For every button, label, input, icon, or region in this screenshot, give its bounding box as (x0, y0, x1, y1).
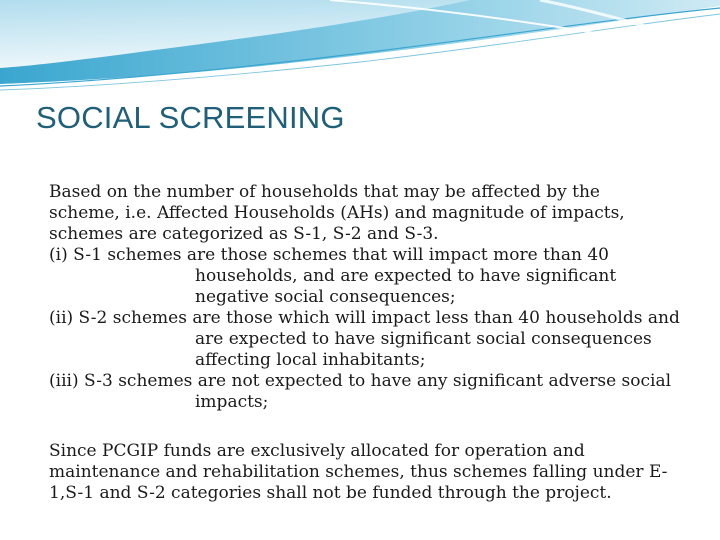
intro-line: schemes are categorized as S-1, S-2 and S-3. (49, 224, 439, 244)
category-item-line: are expected to have significant social consequences (195, 329, 652, 349)
paragraph-spacer (49, 413, 699, 441)
category-item-line: (iii) S-3 schemes are not expected to have any significant adverse social (49, 371, 672, 391)
closing-line: Since PCGIP funds are exclusively allocated for operation and (49, 441, 585, 461)
closing-paragraph (49, 441, 699, 504)
category-item-line: negative social consequences; (195, 287, 456, 307)
intro-paragraph (49, 182, 699, 245)
category-item-s3 (49, 371, 699, 413)
category-item-line: impacts; (195, 392, 269, 412)
closing-line: maintenance and rehabilitation schemes, thus schemes falling under E- (49, 462, 668, 482)
category-item-line: affecting local inhabitants; (195, 350, 426, 370)
category-item-line: (i) S-1 schemes are those schemes that will impact more than 40 (49, 245, 609, 265)
category-item-line: (ii) S-2 schemes are those which will impact less than 40 households and (49, 308, 680, 328)
slide-title: SOCIAL SCREENING (36, 100, 345, 135)
intro-line: scheme, i.e. Affected Households (AHs) and magnitude of impacts, (49, 203, 625, 223)
category-item-line: households, and are expected to have significant (195, 266, 617, 286)
slide-body (49, 182, 699, 504)
header-wave-decoration (0, 0, 720, 100)
intro-line: Based on the number of households that may be affected by the (49, 182, 600, 202)
closing-line: 1,S-1 and S-2 categories shall not be funded through the project. (49, 483, 612, 503)
category-item-s1 (49, 245, 699, 308)
category-item-s2 (49, 308, 699, 371)
